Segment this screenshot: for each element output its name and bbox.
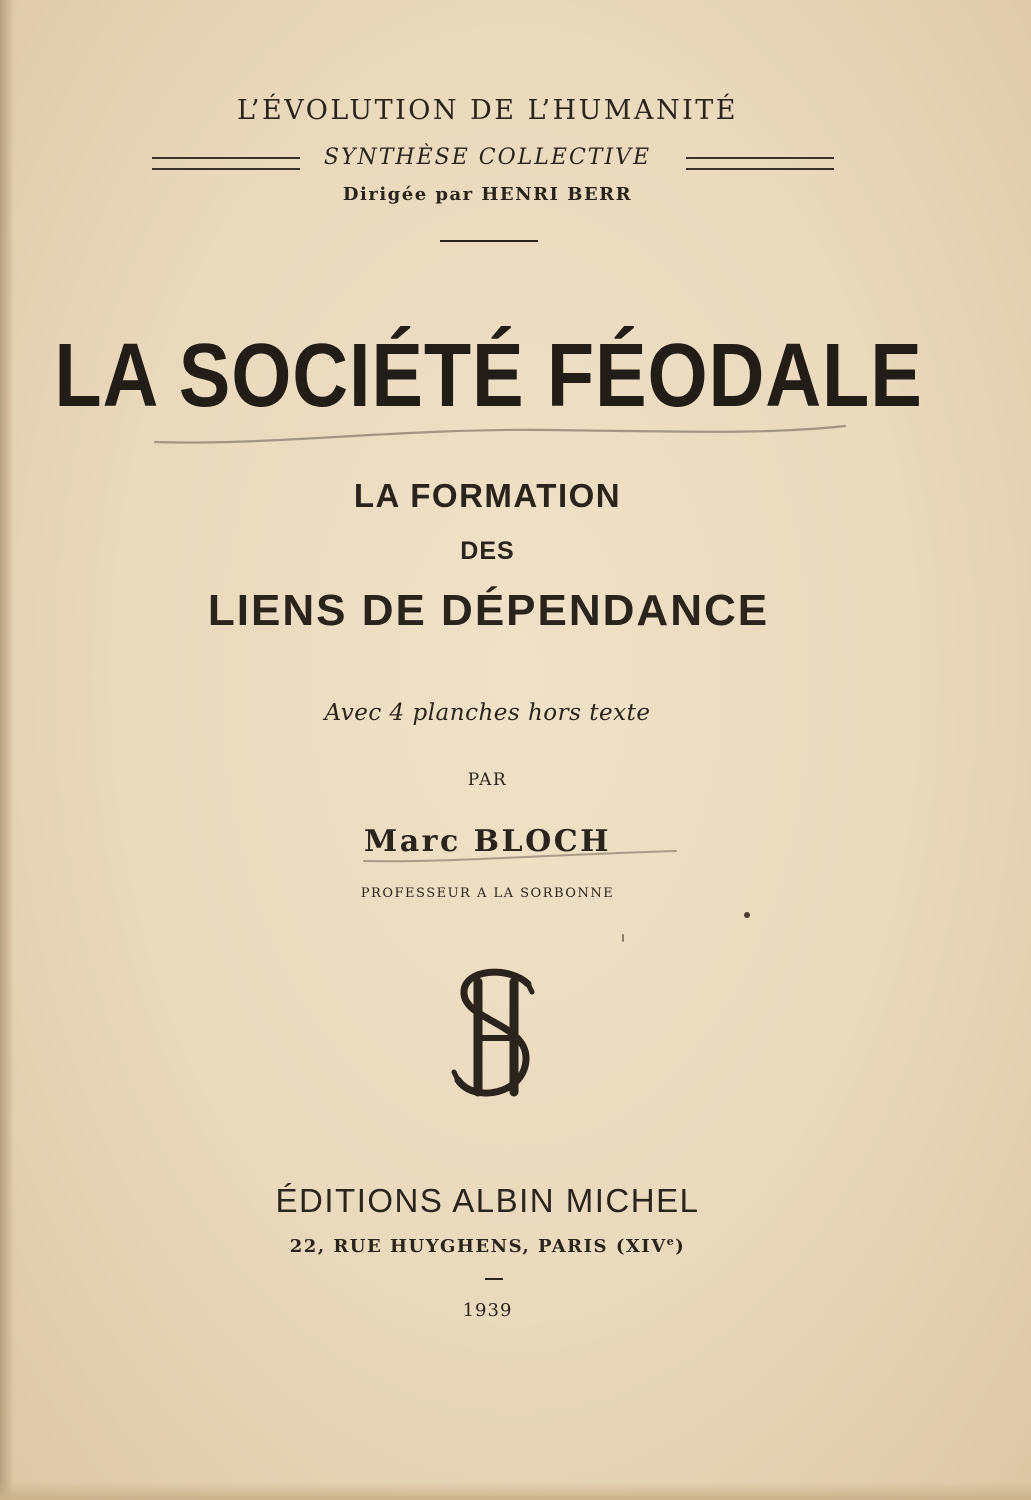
publisher-address-close: )	[675, 1236, 686, 1257]
ornament-rule-right	[686, 157, 834, 170]
divider-rule-top	[440, 240, 538, 242]
series-director: Dirigée par HENRI BERR	[342, 184, 633, 205]
publication-year: 1939	[462, 1300, 513, 1321]
ink-speck	[744, 912, 750, 918]
book-subtitle-line2: DES	[460, 537, 515, 565]
page-shadow-bottom	[0, 1482, 1031, 1500]
pencil-underline-author	[360, 845, 680, 869]
series-title: L’ÉVOLUTION DE L’HUMANITÉ	[236, 95, 739, 126]
author-role: PROFESSEUR A LA SORBONNE	[360, 886, 615, 901]
book-title: LA SOCIÉTÉ FÉODALE	[54, 326, 923, 426]
pencil-underline-title	[150, 420, 850, 450]
divider-rule-bottom	[485, 1278, 503, 1280]
publisher-monogram-logo	[440, 962, 550, 1112]
author-name: Marc BLOCH	[364, 824, 611, 859]
series-subtitle: SYNTHÈSE COLLECTIVE	[323, 145, 652, 170]
publisher-name: ÉDITIONS ALBIN MICHEL	[275, 1182, 700, 1219]
author-by: PAR	[467, 770, 508, 790]
publisher-address-text: 22, RUE HUYGHENS, PARIS (XIV	[289, 1236, 667, 1257]
plates-note: Avec 4 planches hors texte	[324, 700, 651, 726]
ink-speck	[622, 934, 624, 942]
book-subtitle-line1: LA FORMATION	[353, 477, 622, 514]
publisher-address-superscript: e	[666, 1235, 676, 1248]
page-shadow-left	[0, 0, 14, 1500]
book-subtitle-line3: LIENS DE DÉPENDANCE	[207, 586, 770, 635]
publisher-address	[0, 1235, 1003, 1257]
